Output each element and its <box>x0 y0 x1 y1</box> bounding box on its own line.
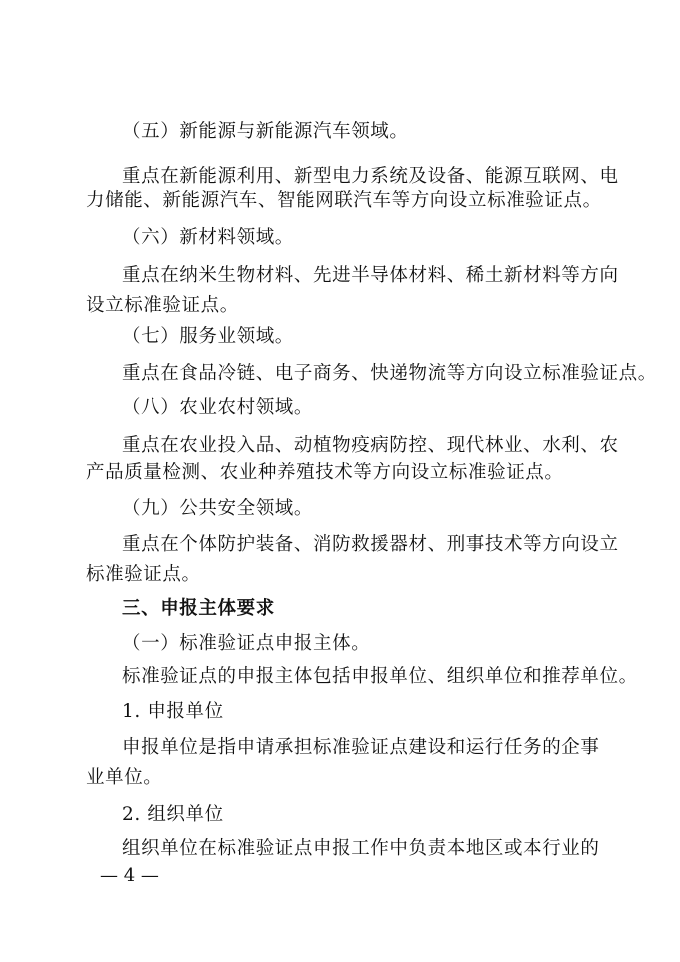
paragraph-line: 重点在个体防护装备、消防救援器材、刑事技术等方向设立 <box>122 534 619 555</box>
paragraph-line: 重点在食品冷链、电子商务、快递物流等方向设立标准验证点。 <box>122 363 657 384</box>
section-heading-public-safety: （九）公共安全领域。 <box>122 498 314 519</box>
paragraph-line: 重点在纳米生物材料、先进半导体材料、稀土新材料等方向 <box>122 265 619 286</box>
paragraph-line: 标准验证点。 <box>86 564 201 585</box>
chapter-heading: 三、申报主体要求 <box>122 598 275 619</box>
paragraph-line: 业单位。 <box>86 767 163 788</box>
paragraph-line: 标准验证点的申报主体包括申报单位、组织单位和推荐单位。 <box>122 666 638 687</box>
subsection-heading: （一）标准验证点申报主体。 <box>122 633 371 654</box>
paragraph-line: 力储能、新能源汽车、智能网联汽车等方向设立标准验证点。 <box>86 190 602 211</box>
paragraph-line: 产品质量检测、农业种养殖技术等方向设立标准验证点。 <box>86 462 564 483</box>
paragraph-line: 组织单位在标准验证点申报工作中负责本地区或本行业的 <box>122 838 600 859</box>
page-number: — 4 — <box>100 865 159 886</box>
paragraph-line: 重点在农业投入品、动植物疫病防控、现代林业、水利、农 <box>122 435 619 456</box>
section-heading-new-energy: （五）新能源与新能源汽车领域。 <box>122 121 409 142</box>
paragraph-line: 设立标准验证点。 <box>86 295 239 316</box>
section-heading-services: （七）服务业领域。 <box>122 326 294 347</box>
item-heading-applicant: 1. 申报单位 <box>122 701 224 722</box>
item-heading-organizer: 2. 组织单位 <box>122 804 224 825</box>
paragraph-line: 申报单位是指申请承担标准验证点建设和运行任务的企事 <box>122 737 600 758</box>
paragraph-line: 重点在新能源利用、新型电力系统及设备、能源互联网、电 <box>122 166 619 187</box>
section-heading-new-materials: （六）新材料领域。 <box>122 227 294 248</box>
section-heading-agriculture: （八）农业农村领域。 <box>122 397 314 418</box>
